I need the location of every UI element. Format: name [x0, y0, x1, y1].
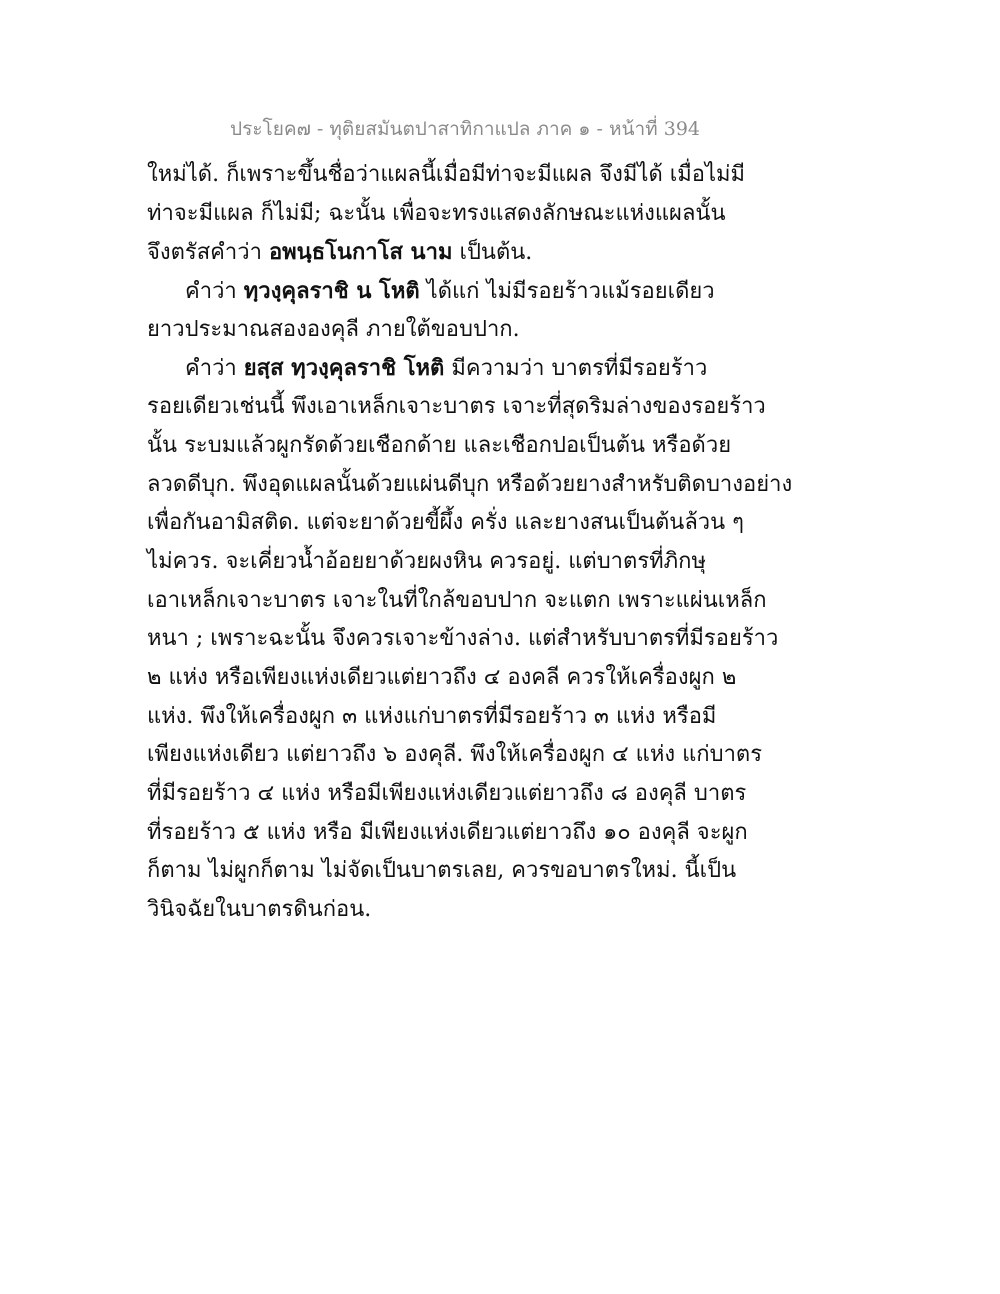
- text-segment: รอยเดียวเช่นนี้ พึงเอาเหล็กเจาะบาตร เจาะที่สุดริมล่างของรอยร้าว: [147, 394, 766, 420]
- text-line: [147, 427, 732, 466]
- text-line: [147, 504, 744, 543]
- text-segment: คำว่า: [185, 356, 244, 382]
- text-segment: ก็ตาม ไม่ผูกก็ตาม ไม่จัดเป็นบาตรเลย, ควรขอบาตรใหม่. นี้เป็น: [147, 858, 737, 884]
- text-line: [147, 466, 793, 505]
- text-segment: เป็นต้น.: [452, 240, 533, 266]
- text-line: [147, 349, 707, 388]
- text-line: [147, 698, 717, 737]
- text-line: [147, 659, 737, 698]
- text-segment: ใหม่ได้. ก็เพราะขึ้นชื่อว่าแผลนี้เมื่อมีท่าจะมีแผล จึงมีได้ เมื่อไม่มี: [147, 162, 746, 187]
- text-line: [147, 195, 726, 234]
- text-line: [147, 775, 747, 814]
- text-line: [147, 272, 715, 311]
- running-header: ประโยค๗ - ทุติยสมันตปาสาทิกาแปล ภาค ๑ - หน้าที่ 394: [230, 118, 700, 140]
- text-segment: ไม่ควร. จะเคี่ยวน้ำอ้อยยาด้วยผงหิน ควรอยู่. แต่บาตรที่ภิกษุ: [147, 548, 706, 574]
- text-line: [147, 582, 767, 621]
- pali-term: อพนฺธโนกาโส นาม: [268, 239, 453, 266]
- text-segment: ที่มีรอยร้าว ๔ แห่ง หรือมีเพียงแห่งเดียวแต่ยาวถึง ๘ องคุลี บาตร: [147, 781, 747, 806]
- text-line: [147, 388, 766, 427]
- text-segment: ๒ แห่ง หรือเพียงแห่งเดียวแต่ยาวถึง ๔ องคลี ควรให้เครื่องผูก ๒: [147, 664, 737, 690]
- text-line: [147, 736, 763, 775]
- text-line: [147, 233, 707, 272]
- text-line: [147, 543, 707, 582]
- text-segment: จึงตรัสคำว่า: [147, 240, 269, 266]
- text-line: [147, 891, 707, 930]
- text-segment: ได้แก่ ไม่มีรอยร้าวแม้รอยเดียว: [419, 279, 715, 305]
- body-text: [147, 156, 793, 930]
- text-segment: ที่รอยร้าว ๕ แห่ง หรือ มีเพียงแห่งเดียวแต่ยาวถึง ๑๐ องคุลี จะผูก: [147, 819, 748, 845]
- text-line: [147, 311, 707, 350]
- text-segment: วินิจฉัยในบาตรดินก่อน.: [147, 897, 372, 923]
- text-segment: เพื่อกันอามิสติด. แต่จะยาด้วยขี้ผึ้ง ครั่ง และยางสนเป็นต้นล้วน ๆ: [147, 510, 744, 536]
- pali-term: ยสฺส ทฺวงฺคุลราชิ โหติ: [243, 355, 445, 382]
- text-segment: ลวดดีบุก. พึงอุดแผลนั้นด้วยแผ่นดีบุก หรือด้วยยางสำหรับติดบางอย่าง: [147, 471, 793, 497]
- text-segment: เอาเหล็กเจาะบาตร เจาะในที่ใกล้ขอบปาก จะแตก เพราะแผ่นเหล็ก: [147, 587, 767, 613]
- pali-term: ทฺวงฺคุลราชิ น โหติ: [243, 278, 420, 305]
- text-line: [147, 156, 746, 195]
- text-segment: นั้น ระบมแล้วผูกรัดด้วยเชือกด้าย และเชือกปอเป็นต้น หรือด้วย: [147, 432, 732, 458]
- text-segment: มีความว่า บาตรที่มีรอยร้าว: [444, 356, 708, 382]
- text-line: [147, 814, 748, 853]
- text-segment: ท่าจะมีแผล ก็ไม่มี; ฉะนั้น เพื่อจะทรงแสดงลักษณะแห่งแผลนั้น: [147, 200, 726, 226]
- text-segment: เพียงแห่งเดียว แต่ยาวถึง ๖ องคุลี. พึงให้เครื่องผูก ๔ แห่ง แก่บาตร: [147, 742, 763, 768]
- text-segment: ยาวประมาณสององคุลี ภายใต้ขอบปาก.: [147, 316, 520, 342]
- text-line: [147, 852, 737, 891]
- text-line: [147, 620, 779, 659]
- text-segment: แห่ง. พึงให้เครื่องผูก ๓ แห่งแก่บาตรที่มีรอยร้าว ๓ แห่ง หรือมี: [147, 703, 717, 729]
- text-segment: หนา ; เพราะฉะนั้น จึงควรเจาะข้างล่าง. แต่สำหรับบาตรที่มีรอยร้าว: [147, 626, 779, 652]
- text-segment: คำว่า: [185, 279, 244, 305]
